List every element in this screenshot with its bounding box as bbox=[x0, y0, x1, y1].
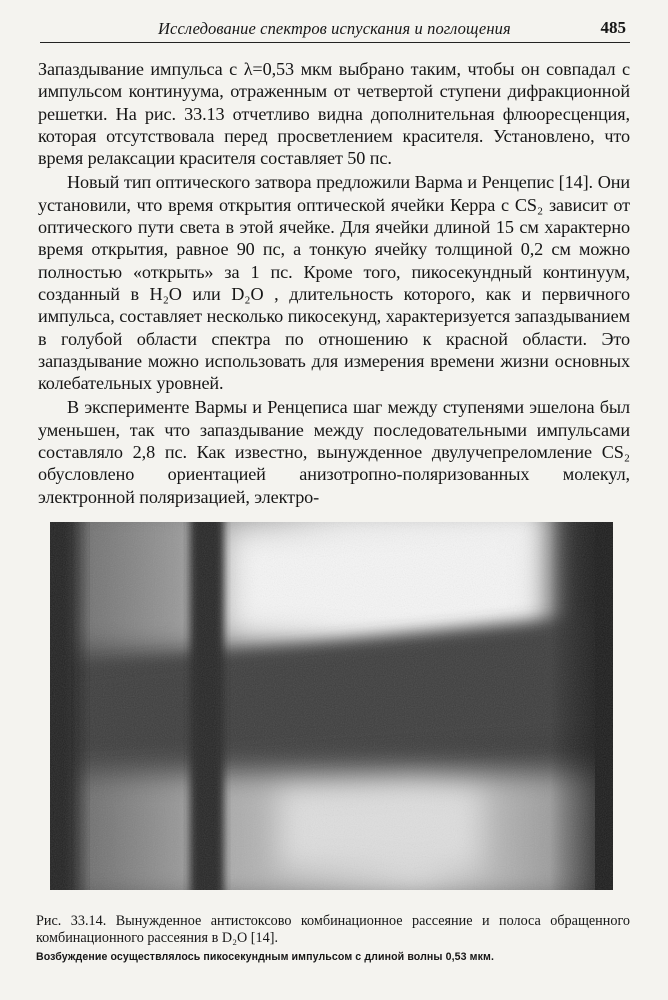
page-number: 485 bbox=[600, 18, 626, 37]
running-header-title: Исследование спектров испускания и поглощения bbox=[158, 19, 511, 38]
paragraph-2: Новый тип оптического затвора предложили Варма и Ренцепис [14]. Они установили, что время открытия оптической ячейки Керра с CS₂ зависит от оптического пути света в этой ячейке. Для ячейки длиной 15 см характерно время открытия, равное 90 пс, а тонкую ячейку толщиной 0,2 см можно полностью «открыть» за 1 пс. Кроме того, пикосекундный континуум, созданный в H₂O или D₂O , длительность которого, как и первичного импульса, составляет несколько пикосекунд, характеризуется запаздыванием в голубой области спектра по отношению к красной области. Это запаздывание можно использовать для измерения времени жизни основных колебательных уровней. bbox=[38, 172, 630, 394]
running-header bbox=[40, 18, 630, 43]
figure-note: Возбуждение осуществлялось пикосекундным импульсом с длиной волны 0,53 мкм. bbox=[36, 951, 495, 963]
figure-caption-label: Рис. 33.14. bbox=[36, 913, 107, 929]
body-text bbox=[38, 58, 630, 508]
spectrum-photo-image bbox=[50, 522, 613, 890]
paragraph-1: Запаздывание импульса с λ=0,53 мкм выбрано таким, чтобы он совпадал с импульсом континуума, отраженным от четвертой ступени дифракционной решетки. На рис. 33.13 отчетливо видна дополнительная флюоресценция, которая отсутствовала перед просветлением красителя. Установлено, что время релаксации красителя составляет 50 пс. bbox=[38, 59, 630, 169]
figure-photograph bbox=[50, 522, 613, 890]
paragraph-3: В эксперименте Вармы и Ренцеписа шаг между ступенями эшелона был уменьшен, так что запаздывание между последовательными импульсами составляло 2,8 пс. Как известно, вынужденное двулучепреломление CS₂ обусловлено ориентацией анизотропно-поляризованных молекул, электронной поляризацией, электро- bbox=[38, 397, 630, 507]
figure-caption bbox=[36, 913, 630, 947]
figure-caption-text: Вынужденное антистоксово комбинационное рассеяние и полоса обращенного комбинационного рассеяния в D₂O [14]. bbox=[36, 913, 630, 946]
